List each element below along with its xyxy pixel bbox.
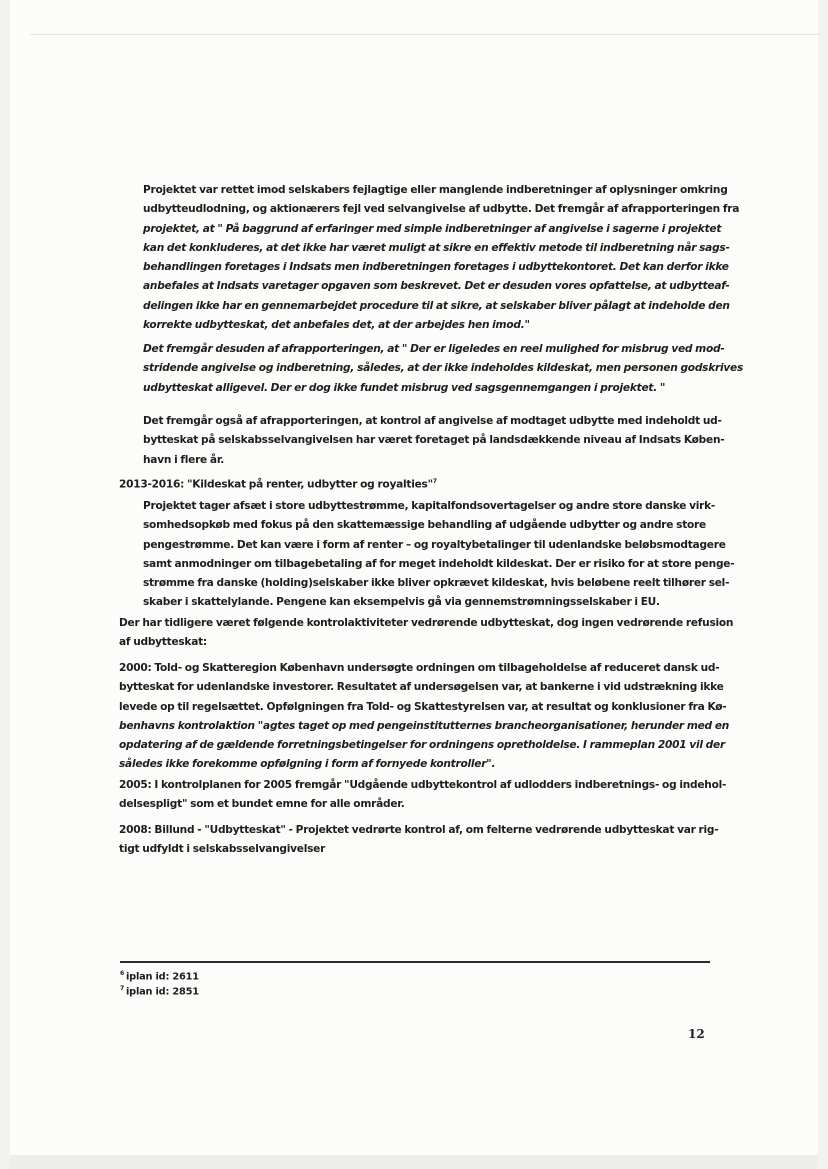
text-line: 2008: Billund - "Udbytteskat" - Projektet vedrørte kontrol af, om felterne vedrørende udbytteskat var rig- — [119, 824, 719, 836]
paragraph-2008 — [119, 821, 718, 860]
paragraph-misuse-risk — [143, 340, 743, 398]
paragraph-control-history — [143, 412, 724, 470]
footnote-number: 7 — [120, 985, 124, 992]
footnote-7 — [120, 981, 199, 1000]
text-line: opdatering af de gældende forretningsbetingelser for ordningens opretholdelse. I rammeplan 2001 vil der — [119, 739, 725, 752]
text-line: delingen ikke har en gennemarbejdet procedure til at sikre, at selskaber bliver pålagt at indeholde den — [143, 299, 730, 312]
text-line: således ikke forekomme opfølgning i form af fornyede kontroller". — [119, 758, 496, 771]
document-page — [10, 0, 818, 1169]
text-line: anbefales at Indsats varetager opgaven som beskrevet. Det er desuden vores opfattelse, at udbytteaf- — [143, 280, 730, 293]
text-line: af udbytteskat: — [119, 636, 207, 649]
text-line: Det fremgår desuden af afrapporteringen, at " Der er ligeledes en reel mulighed for misbrug ved mod- — [143, 343, 725, 355]
text-line: bytteskat for udenlandske investorer. Resultatet af undersøgelsen var, at bankerne i vid udstrækning ikke — [119, 681, 724, 694]
text-line: 2005: I kontrolplanen for 2005 fremgår "Udgående udbyttekontrol af udlodders indberetnings- og indehol- — [119, 779, 727, 791]
text-line: korrekte udbytteskat, det anbefales det, at der arbejdes hen imod." — [143, 319, 530, 332]
text-line: bytteskat på selskabsselvangivelsen har været foretaget på landsdækkende niveau af Indsats Køben- — [143, 434, 725, 447]
paragraph-2000 — [119, 659, 729, 775]
text-line: Projektet tager afsæt i store udbyttestrømme, kapitalfondsovertagelser og andre store danske virk- — [143, 500, 716, 512]
scan-edge-line — [30, 34, 820, 35]
text-line: Det fremgår også af afrapporteringen, at kontrol af angivelse af modtaget udbytte med indeholdt ud- — [143, 415, 722, 427]
text-line: benhavns kontrolaktion "agtes taget op med pengeinstitutternes brancheorganisationer, herunder med en — [119, 719, 730, 732]
text-line: delsespligt" som et bundet emne for alle områder. — [119, 798, 405, 811]
paragraph-2013-project — [143, 497, 734, 613]
text-line: behandlingen foretages i Indsats men indberetningen foretages i udbyttekontoret. Det kan derfor ikke — [143, 261, 729, 274]
paragraph-previous-activities — [119, 614, 733, 653]
paragraph-project-description — [143, 181, 739, 335]
footnote-separator — [120, 961, 710, 963]
text-line: udbytteskat alligevel. Der er dog ikke fundet misbrug ved sagsgennemgangen i projektet. " — [143, 381, 666, 394]
text-line: somhedsopkøb med fokus på den skattemæssige behandling af udgående udbytter og andre store — [143, 519, 706, 532]
footnote-text: iplan id: 2851 — [125, 986, 199, 998]
text-line: Projektet var rettet imod selskabers fejlagtige eller manglende indberetninger af oplysninger omkring — [143, 184, 728, 196]
footnote-ref: 7 — [432, 478, 437, 485]
page-number: 12 — [688, 1027, 705, 1041]
text-line: udbytteudlodning, og aktionærers fejl ved selvangivelse af udbytte. Det fremgår af afrapporteringen fra — [143, 203, 740, 216]
text-line: 2000: Told- og Skatteregion København undersøgte ordningen om tilbageholdelse af reduceret dansk ud- — [119, 662, 720, 674]
text-line: samt anmodninger om tilbagebetaling af for meget indeholdt kildeskat. Der er risiko for at store penge- — [143, 557, 735, 570]
text-line: levede op til regelsættet. Opfølgningen fra Told- og Skattestyrelsen var, at resultat og konklusioner fra Kø- — [119, 700, 727, 713]
text-line: havn i flere år. — [143, 453, 225, 466]
scan-bottom-edge — [10, 1155, 818, 1169]
paragraph-2005 — [119, 776, 726, 815]
heading-2013-2016 — [119, 472, 437, 495]
text-line: pengestrømme. Det kan være i form af renter – og royaltybetalinger til udenlandske beløbsmodtagere — [143, 538, 726, 551]
text-line: projektet, at " På baggrund af erfaringer med simple indberetninger af angivelse i sagerne i projektet — [143, 222, 722, 235]
heading-text: 2013-2016: "Kildeskat på renter, udbytter og royalties" — [119, 478, 433, 491]
text-line: skaber i skattelylande. Pengene kan eksempelvis gå via gennemstrømningsselskaber i EU. — [143, 596, 660, 609]
text-line: tigt udfyldt i selskabsselvangivelser — [119, 843, 326, 856]
text-line: strømme fra danske (holding)selskaber ikke bliver opkrævet kildeskat, hvis beløbene reelt tilhører sel- — [143, 577, 730, 590]
footnote-number: 6 — [120, 970, 124, 977]
footnote-text: iplan id: 2611 — [125, 971, 199, 983]
text-line: Der har tidligere været følgende kontrolaktiviteter vedrørende udbytteskat, dog ingen vedrørende refusion — [119, 617, 734, 629]
text-line: stridende angivelse og indberetning, således, at der ikke indeholdes kildeskat, men personen godskrives — [143, 362, 744, 375]
text-line: kan det konkluderes, at det ikke har været muligt at sikre en effektiv metode til indberetning når sags- — [143, 241, 730, 254]
